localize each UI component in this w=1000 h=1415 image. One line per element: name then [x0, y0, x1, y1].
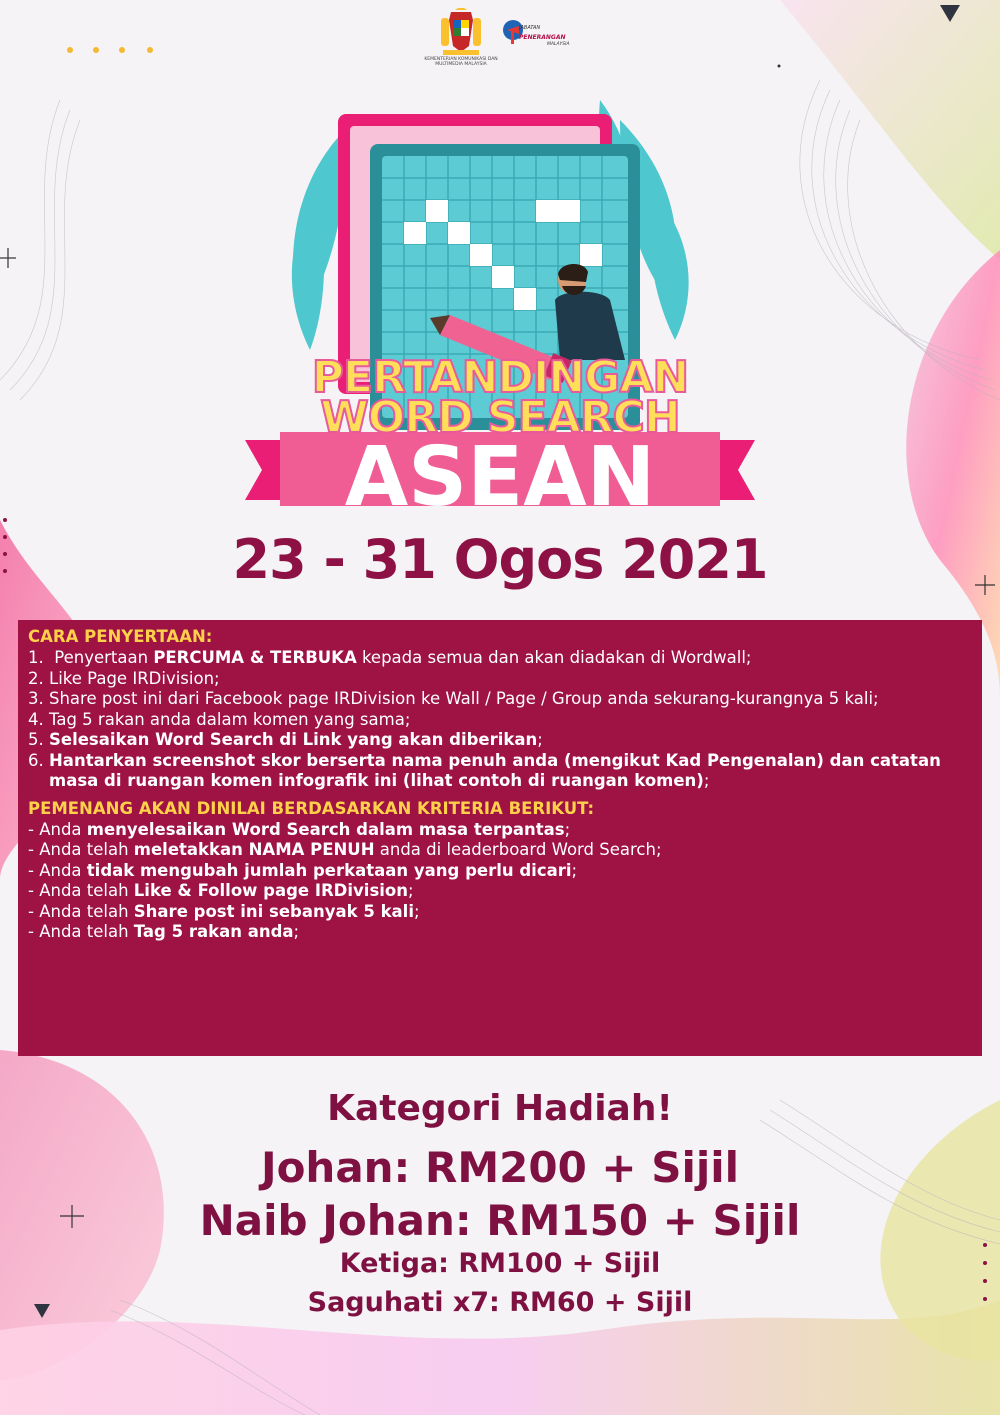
kriteria-item	[28, 922, 972, 943]
prize-ketiga: Ketiga: RM100 + Sijil	[339, 1248, 661, 1279]
info-panel	[18, 620, 982, 1056]
prize-heading: Kategori Hadiah!	[327, 1088, 673, 1129]
list-item-number: -	[28, 819, 40, 839]
ministry-name: KEMENTERIAN KOMUNIKASI DAN MULTIMEDIA MALAYSIA	[424, 57, 498, 67]
cara-item	[28, 751, 972, 792]
list-item-text: Anda tidak mengubah jumlah perkataan yang perlu dicari;	[39, 860, 578, 880]
title-line-2: WORD SEARCH	[320, 392, 680, 443]
event-date: 23 - 31 Ogos 2021	[232, 528, 768, 591]
list-item-number: 5.	[28, 730, 49, 749]
list-item-text: Anda telah Tag 5 rakan anda;	[39, 922, 300, 941]
list-item-number: -	[28, 901, 40, 921]
list-item-text: Tag 5 rakan anda dalam komen yang sama;	[49, 709, 411, 729]
kriteria-item	[28, 861, 972, 882]
dept-line-3: MALAYSIA	[547, 42, 570, 47]
list-item-number: 2.	[28, 668, 49, 688]
cara-heading: CARA PENYERTAAN:	[28, 627, 213, 646]
list-item-text: Anda telah Like & Follow page IRDivision;	[39, 881, 414, 900]
prize-naib-johan: Naib Johan: RM150 + Sijil	[199, 1196, 801, 1245]
list-item-number: -	[28, 840, 40, 859]
title-line-1: PERTANDINGAN	[311, 352, 689, 403]
kriteria-item	[28, 881, 972, 902]
cara-item	[28, 669, 972, 690]
prize-saguhati: Saguhati x7: RM60 + Sijil	[307, 1287, 693, 1318]
list-item-text: Hantarkan screenshot skor berserta nama penuh anda (mengikut Kad Pengenalan) dan catatan masa di ruangan komen infografik ini (lihat contoh di ruangan komen);	[49, 750, 941, 790]
kriteria-item	[28, 820, 972, 841]
list-item-text: Anda menyelesaikan Word Search dalam masa terpantas;	[39, 819, 571, 839]
cara-list	[28, 648, 972, 792]
list-item-number: 6.	[28, 750, 49, 770]
kriteria-list	[28, 820, 972, 943]
kriteria-heading: PEMENANG AKAN DINILAI BERDASARKAN KRITERIA BERIKUT:	[28, 798, 595, 818]
dept-line-2: PENERANGAN	[519, 34, 566, 41]
cara-item	[28, 730, 972, 751]
list-item-number: 3.	[28, 689, 49, 708]
prize-johan: Johan: RM200 + Sijil	[260, 1143, 740, 1192]
list-item-number: 1.	[28, 648, 55, 667]
kriteria-item	[28, 902, 972, 923]
list-item-number: 4.	[28, 709, 49, 729]
title-line-3: ASEAN	[344, 430, 656, 525]
kriteria-item	[28, 840, 972, 861]
list-item-text: Like Page IRDivision;	[49, 668, 220, 688]
list-item-text: Selesaikan Word Search di Link yang akan diberikan;	[49, 730, 543, 749]
dept-line-1: JABATAN	[519, 25, 541, 31]
list-item-number: -	[28, 922, 40, 941]
list-item-text: Penyertaan PERCUMA & TERBUKA kepada semua dan akan diadakan di Wordwall;	[54, 648, 752, 667]
list-item-text: Share post ini dari Facebook page IRDivision ke Wall / Page / Group anda sekurang-kurangnya 5 kali;	[49, 689, 879, 708]
cara-item	[28, 689, 972, 710]
list-item-number: -	[28, 881, 40, 900]
cara-item	[28, 648, 972, 669]
list-item-number: -	[28, 860, 40, 880]
list-item-text: Anda telah Share post ini sebanyak 5 kali;	[39, 901, 420, 921]
cara-item	[28, 710, 972, 731]
list-item-text: Anda telah meletakkan NAMA PENUH anda di leaderboard Word Search;	[39, 840, 662, 859]
